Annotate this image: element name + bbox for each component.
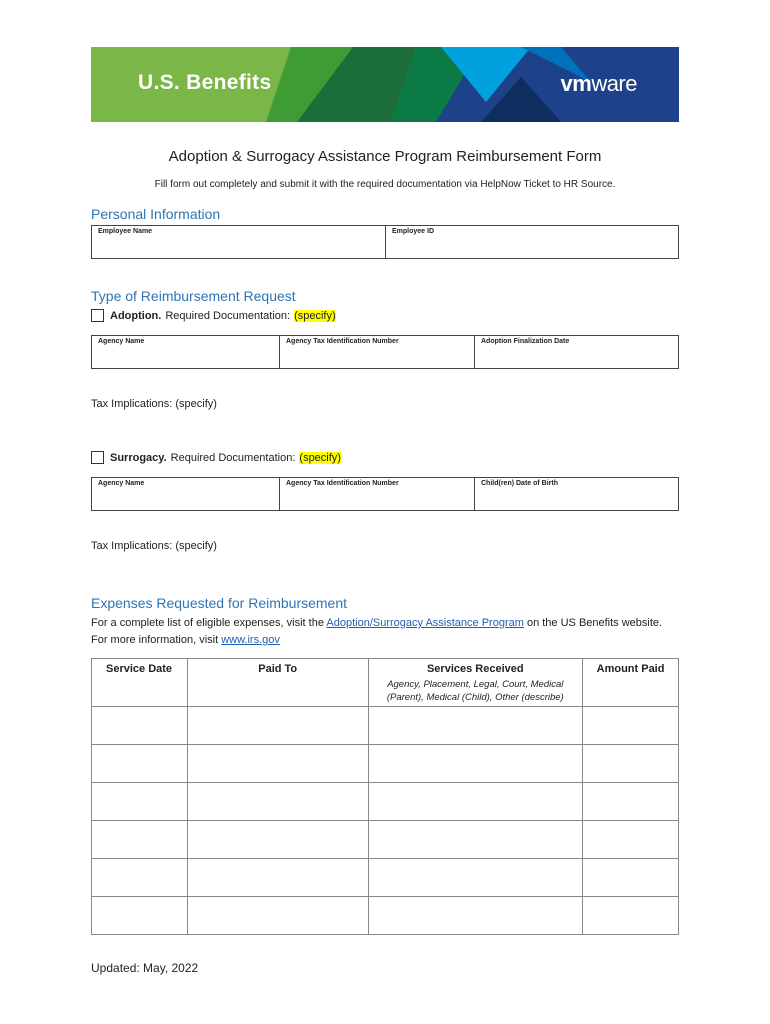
surrogacy-agency-name-field[interactable] [92,478,280,510]
table-header-row [92,659,679,707]
services-received-cell[interactable] [368,821,583,859]
services-received-cell[interactable] [368,745,583,783]
services-received-cell[interactable] [368,897,583,935]
paid-to-cell[interactable] [187,821,368,859]
personal-info-heading: Personal Information [91,206,221,222]
col-service-date: Service Date [92,659,188,707]
employee-id-label: Employee ID [392,228,435,235]
field-label: Adoption Finalization Date [481,338,570,345]
col-amount-paid: Amount Paid [583,659,679,707]
services-received-hint: Agency, Placement, Legal, Court, Medical (Parent), Medical (Child), Other (describe) [386,679,564,703]
reimbursement-type-heading: Type of Reimbursement Request [91,288,296,304]
field-label: Agency Tax Identification Number [286,338,399,345]
service-date-cell[interactable] [92,745,188,783]
adoption-doc-text: Required Documentation: [165,309,291,322]
adoption-specify-highlight: (specify) [294,309,336,322]
service-date-cell[interactable] [92,859,188,897]
surrogacy-label: Surrogacy. [110,451,167,464]
updated-date: Updated: May, 2022 [91,961,199,975]
field-label: Child(ren) Date of Birth [481,480,558,487]
form-title: Adoption & Surrogacy Assistance Program Reimbursement Form [168,148,602,165]
surrogacy-doc-text: Required Documentation: [170,451,296,464]
amount-paid-cell[interactable] [583,783,679,821]
paid-to-cell[interactable] [187,897,368,935]
service-date-cell[interactable] [92,821,188,859]
adoption-checkbox[interactable] [91,309,104,322]
table-row [92,707,679,745]
paid-to-cell[interactable] [187,707,368,745]
adoption-label: Adoption. [110,309,162,322]
children-dob-field[interactable] [475,478,678,510]
field-label: Agency Tax Identification Number [286,480,399,487]
form-subtitle: Fill form out completely and submit it with the required documentation via HelpNow Ticket to HR Source. [154,179,616,190]
field-label: Agency Name [98,480,145,487]
paid-to-cell[interactable] [187,859,368,897]
employee-name-label: Employee Name [98,228,153,235]
vmware-logo [561,71,637,97]
field-label: Agency Name [98,338,145,345]
table-row [92,897,679,935]
surrogacy-option [91,451,341,464]
amount-paid-cell[interactable] [583,745,679,783]
amount-paid-cell[interactable] [583,821,679,859]
services-received-cell[interactable] [368,859,583,897]
services-received-label: Services Received [426,663,524,675]
col-services-received [368,659,583,707]
adoption-finalization-date-field[interactable] [475,336,678,368]
paid-to-cell[interactable] [187,745,368,783]
surrogacy-tax-implications: Tax Implications: (specify) [91,540,217,552]
services-received-cell[interactable] [368,707,583,745]
surrogacy-specify-highlight: (specify) [299,451,341,464]
service-date-cell[interactable] [92,783,188,821]
employee-name-field[interactable] [92,226,386,258]
asap-program-link[interactable]: Adoption/Surrogacy Assistance Program [326,617,524,629]
header-banner [91,47,679,122]
surrogacy-fields-row [91,477,679,511]
surrogacy-checkbox[interactable] [91,451,104,464]
services-received-cell[interactable] [368,783,583,821]
adoption-agency-tax-id-field[interactable] [280,336,475,368]
surrogacy-agency-tax-id-field[interactable] [280,478,475,510]
expenses-text-2: on the US Benefits website. For more information, visit [91,617,663,646]
adoption-tax-implications: Tax Implications: (specify) [91,398,217,410]
banner-title: U.S. Benefits [138,71,272,94]
amount-paid-cell[interactable] [583,897,679,935]
table-row [92,745,679,783]
expenses-description [91,615,681,649]
col-paid-to: Paid To [187,659,368,707]
service-date-cell[interactable] [92,707,188,745]
logo-light: ware [591,71,637,96]
service-date-cell[interactable] [92,897,188,935]
adoption-fields-row [91,335,679,369]
table-row [92,859,679,897]
expenses-heading: Expenses Requested for Reimbursement [91,595,348,611]
employee-id-field[interactable] [386,226,678,258]
personal-info-row [91,225,679,259]
expenses-table [91,658,679,935]
logo-bold: vm [560,71,592,96]
amount-paid-cell[interactable] [583,859,679,897]
table-row [92,821,679,859]
irs-link[interactable]: www.irs.gov [221,634,280,646]
adoption-option [91,309,336,322]
adoption-agency-name-field[interactable] [92,336,280,368]
table-row [92,783,679,821]
paid-to-cell[interactable] [187,783,368,821]
amount-paid-cell[interactable] [583,707,679,745]
expenses-text-1: For a complete list of eligible expenses, visit the [91,617,327,629]
